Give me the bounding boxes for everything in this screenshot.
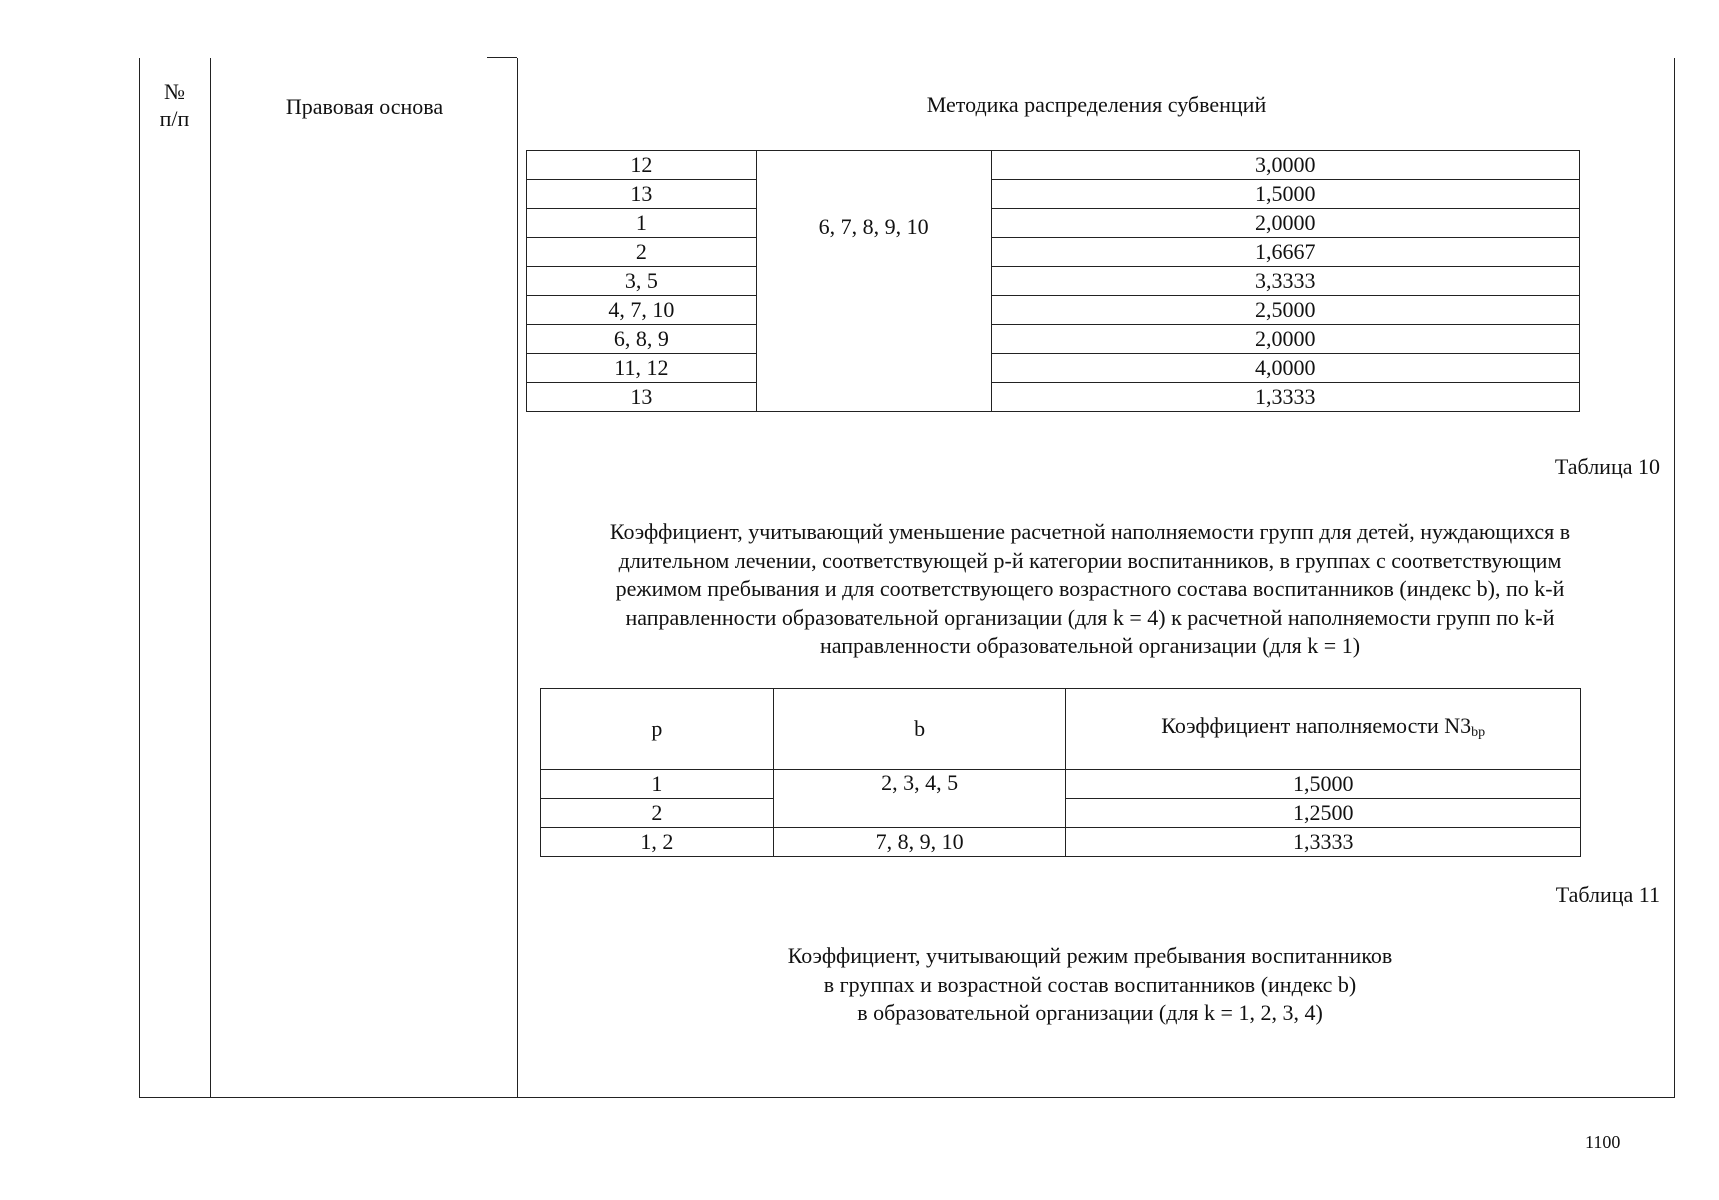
- table-cell-b: 2, 3, 4, 5: [773, 770, 1066, 828]
- table-cell-p: 1: [541, 770, 774, 799]
- table-row: [541, 770, 1581, 799]
- table-row: [527, 209, 1580, 238]
- frame-col1-line: [210, 58, 211, 1098]
- table10-title: [530, 518, 1650, 661]
- header-number-abbr: п/п: [159, 106, 190, 131]
- table-row: [527, 151, 1580, 180]
- table-row: [527, 325, 1580, 354]
- table10-header-row: [541, 689, 1581, 770]
- table-row: [527, 267, 1580, 296]
- continuation-table: [526, 150, 1580, 412]
- table-cell-value: 1,5000: [991, 180, 1579, 209]
- table-cell-p: 6, 8, 9: [527, 325, 757, 354]
- table10: [540, 688, 1581, 857]
- table10-title-line: направленности образовательной организации (для k = 4) к расчетной наполняемости групп по k-й: [625, 604, 1555, 630]
- table-cell-value: 4,0000: [991, 354, 1579, 383]
- table10-title-line: Коэффициент, учитывающий уменьшение расчетной наполняемости групп для детей, нуждающихся в: [609, 519, 1571, 544]
- table-row: [527, 180, 1580, 209]
- table11-title-line: Коэффициент, учитывающий режим пребывания воспитанников: [787, 943, 1393, 968]
- table-cell-p: 3, 5: [527, 267, 757, 296]
- frame-col2-line: [517, 58, 518, 1098]
- table-cell-value: 2,0000: [991, 325, 1579, 354]
- table10-title-line: режимом пребывания и для соответствующего возрастного состава воспитанников (индекс b), по k-й: [615, 576, 1565, 601]
- table-cell-value: 1,3333: [1066, 828, 1581, 857]
- table11-title: [530, 942, 1650, 1028]
- table-cell-value: 2,0000: [991, 209, 1579, 238]
- table10-col-coef: [1066, 689, 1581, 770]
- table-cell-p: 2: [527, 238, 757, 267]
- table10-col-coef-text: Коэффициент наполняемости N3: [1161, 712, 1472, 738]
- frame-top-tick: [487, 57, 517, 58]
- header-methodology: Методика распределения субвенций: [926, 92, 1267, 117]
- table-cell-p: 4, 7, 10: [527, 296, 757, 325]
- table10-col-b: b: [773, 689, 1066, 770]
- table10-caption: Таблица 10: [1554, 454, 1660, 479]
- table-cell-b: 7, 8, 9, 10: [773, 828, 1066, 857]
- header-number-column: [139, 78, 210, 132]
- table-cell-value: 1,5000: [1066, 770, 1581, 799]
- table-cell-b-merged: 6, 7, 8, 9, 10: [756, 151, 991, 412]
- table10-title-line: длительном лечении, соответствующей p-й категории воспитанников, в группах с соответствующим: [618, 547, 1562, 573]
- table-cell-value: 1,3333: [991, 383, 1579, 412]
- table10-title-line: направленности образовательной организации (для k = 1): [819, 633, 1361, 658]
- table10-col-coef-sub: bp: [1471, 724, 1486, 740]
- table-cell-p: 1: [527, 209, 757, 238]
- table-cell-value: 1,2500: [1066, 799, 1581, 828]
- table-cell-p: 11, 12: [527, 354, 757, 383]
- table-cell-value: 3,0000: [991, 151, 1579, 180]
- header-number-sign: №: [164, 79, 185, 104]
- table11-title-line: в образовательной организации (для k = 1, 2, 3, 4): [857, 1000, 1323, 1025]
- table11-caption: Таблица 11: [1555, 882, 1660, 907]
- table-row: [527, 383, 1580, 412]
- table-row: [527, 238, 1580, 267]
- table-cell-p: 13: [527, 383, 757, 412]
- frame-bottom-line: [139, 1097, 1675, 1098]
- table-row: [527, 354, 1580, 383]
- table-cell-value: 2,5000: [991, 296, 1579, 325]
- table-row: [541, 828, 1581, 857]
- table11-title-line: в группах и возрастной состав воспитанников (индекс b): [823, 971, 1357, 997]
- table-cell-p: 1, 2: [541, 828, 774, 857]
- table-cell-p: 2: [541, 799, 774, 828]
- page-number: 1100: [1585, 1132, 1621, 1152]
- table-row: [527, 296, 1580, 325]
- frame-left-line: [139, 58, 140, 1098]
- table-cell-p: 12: [527, 151, 757, 180]
- table-cell-value: 1,6667: [991, 238, 1579, 267]
- table-cell-value: 3,3333: [991, 267, 1579, 296]
- table10-col-p: p: [541, 689, 774, 770]
- table-cell-p: 13: [527, 180, 757, 209]
- frame-right-line: [1674, 58, 1675, 1098]
- header-legal-basis: Правовая основа: [285, 94, 444, 119]
